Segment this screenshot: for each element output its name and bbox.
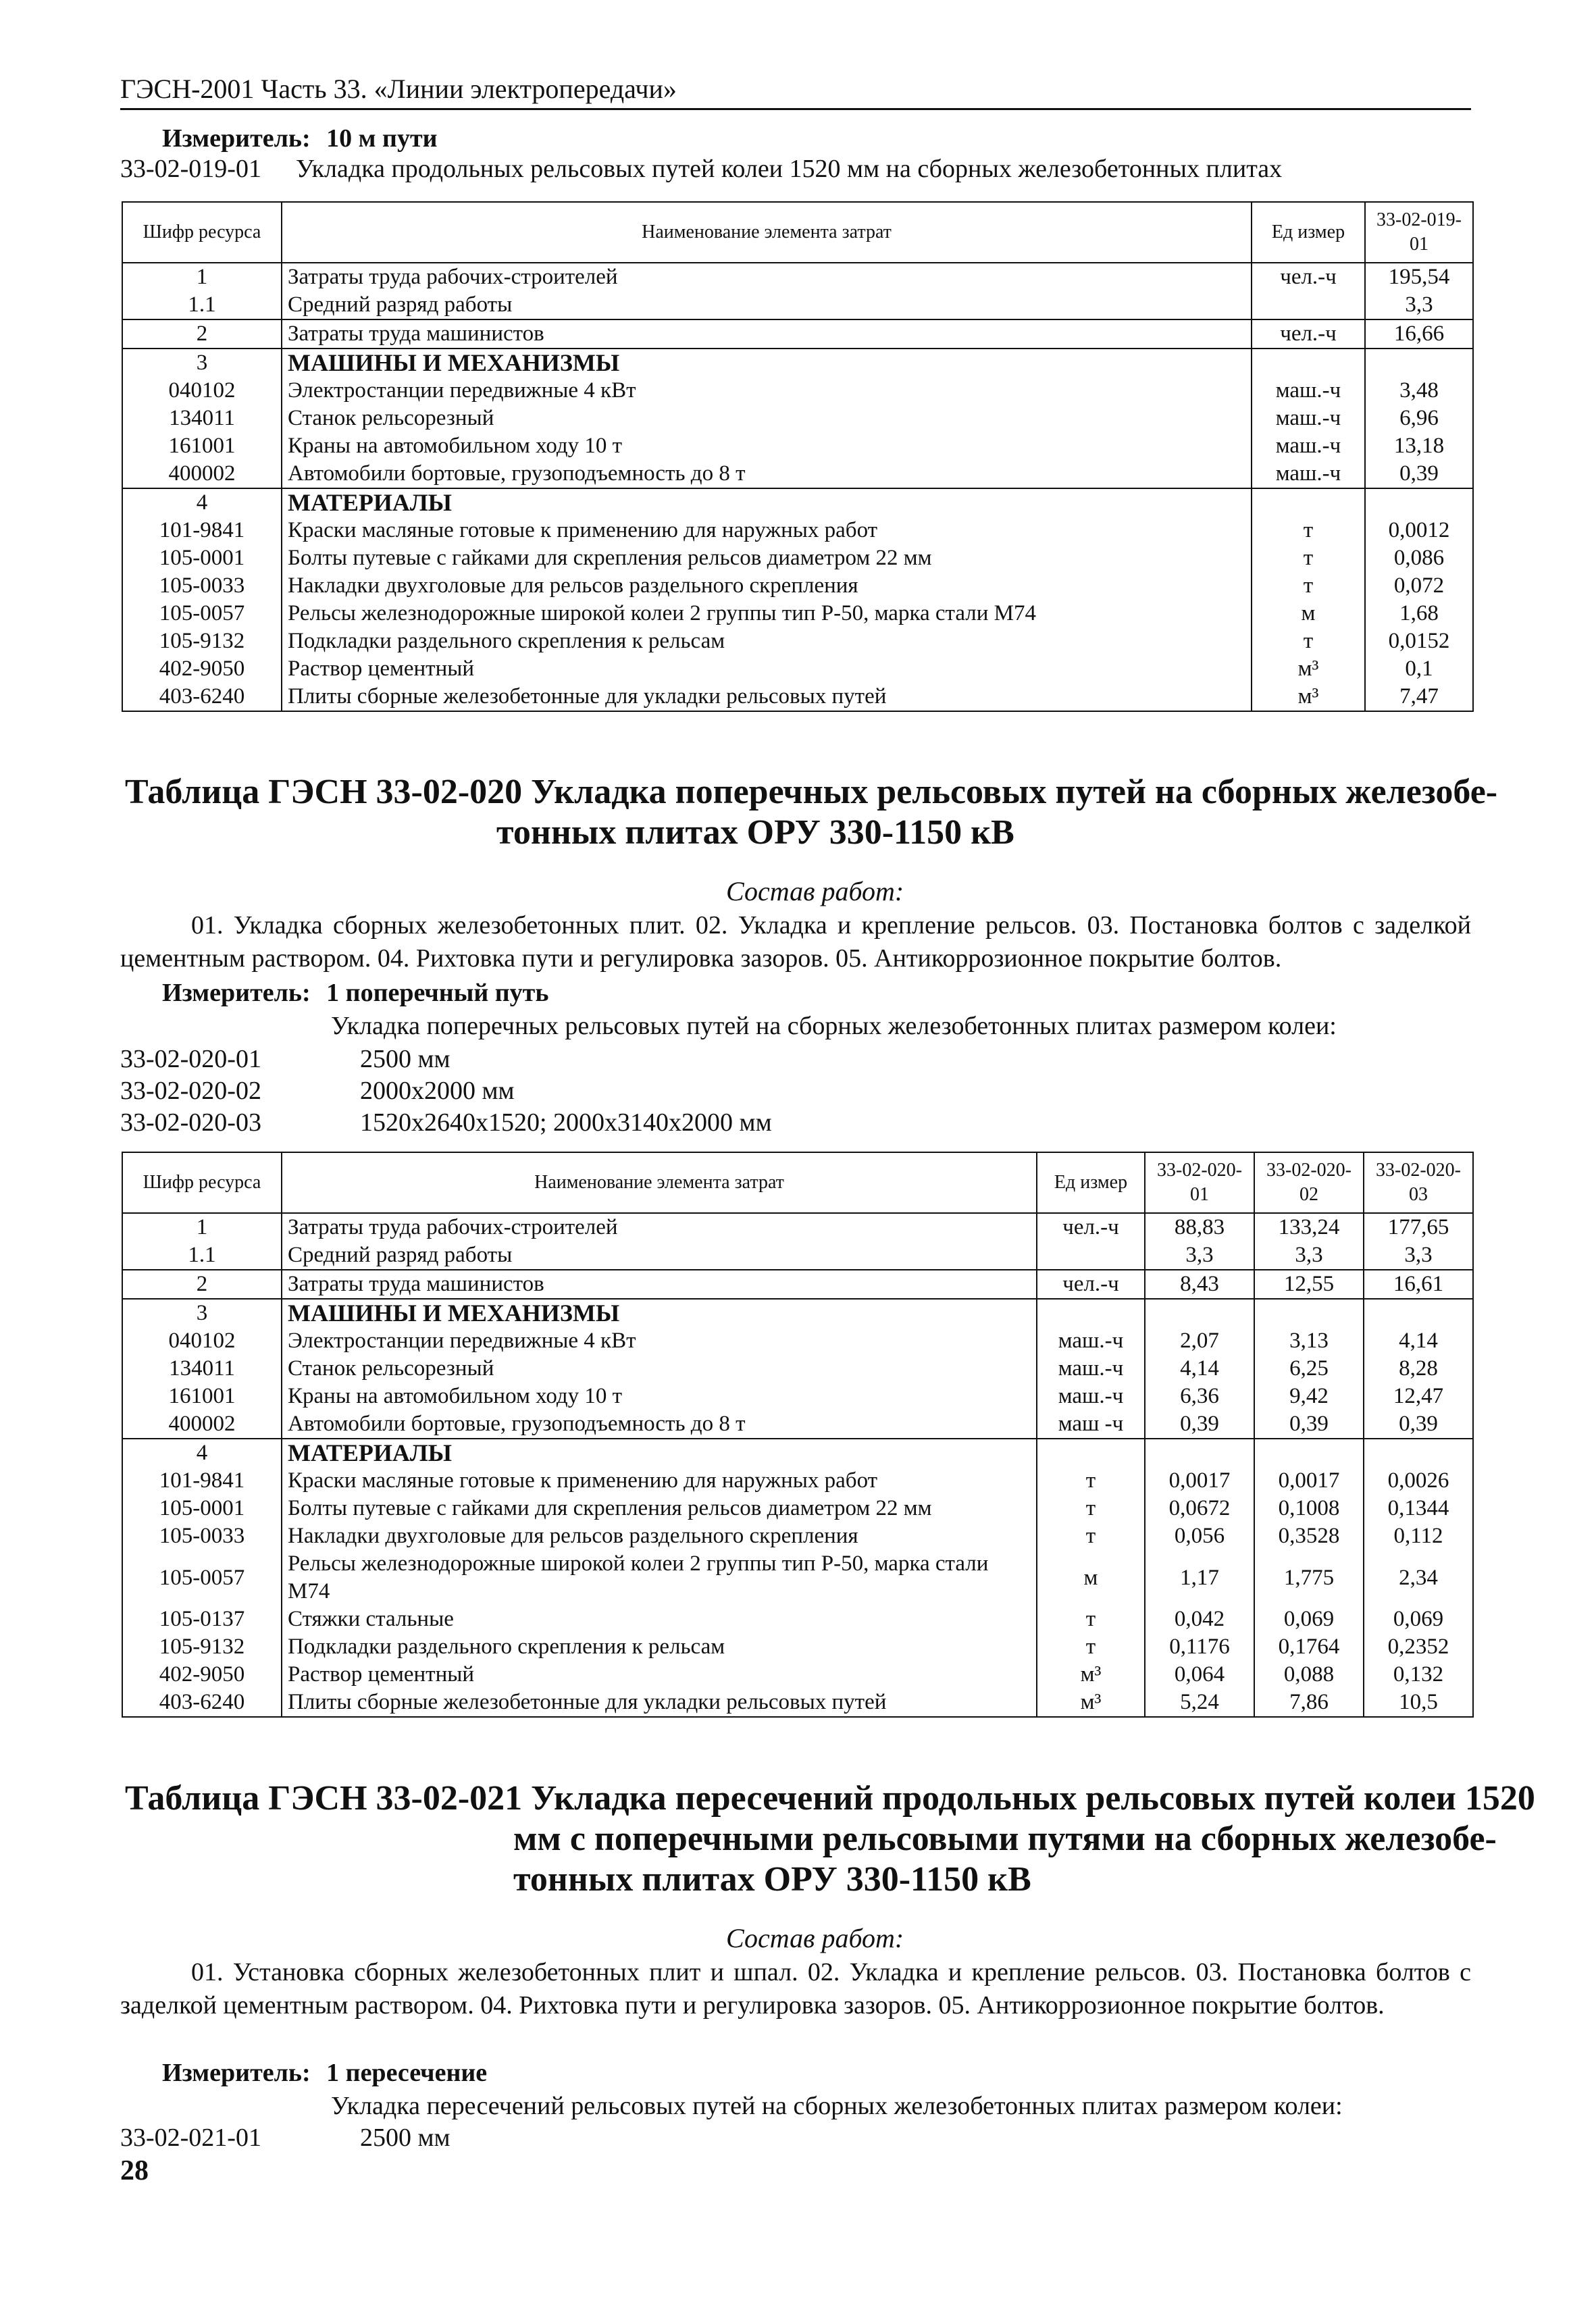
resource-code: 400002 <box>122 1410 282 1439</box>
measure-label: Измеритель: <box>162 2059 311 2087</box>
value-cell-2: 133,24 <box>1254 1213 1364 1241</box>
value-cell-1 <box>1365 349 1473 377</box>
value-cell-3: 0,132 <box>1364 1661 1473 1689</box>
table-row <box>122 655 1473 683</box>
measure-value: 10 м пути <box>326 124 438 153</box>
table-title-021-line3: тонных плитах ОРУ 330-1150 кВ <box>513 1860 1031 1899</box>
norm-table-019 <box>122 201 1474 712</box>
resource-code: 403-6240 <box>122 1689 282 1717</box>
value-cell-1: 0,39 <box>1145 1410 1254 1439</box>
header-unit: Ед измер <box>1037 1152 1145 1213</box>
unit-cell: маш.-ч <box>1252 377 1365 405</box>
value-cell-1: 1,17 <box>1145 1550 1254 1605</box>
unit-cell: м³ <box>1252 683 1365 711</box>
table-row <box>122 1383 1473 1410</box>
unit-cell <box>1252 349 1365 377</box>
value-cell-1: 0,39 <box>1365 460 1473 488</box>
resource-name: Раствор цементный <box>282 655 1252 683</box>
resource-code: 134011 <box>122 405 282 432</box>
resource-name: Средний разряд работы <box>282 291 1252 319</box>
value-cell-3: 8,28 <box>1364 1355 1473 1383</box>
value-cell-3: 3,3 <box>1364 1241 1473 1270</box>
header-col1: 33-02-020-01 <box>1145 1152 1254 1213</box>
resource-name: Станок рельсорезный <box>282 405 1252 432</box>
table-title-021-line2: мм с поперечными рельсовыми путями на сборных железобе- <box>513 1820 1497 1858</box>
value-cell-2: 0,1008 <box>1254 1495 1364 1522</box>
value-cell-1: 195,54 <box>1365 263 1473 291</box>
resource-name: Плиты сборные железобетонные для укладки рельсовых путей <box>282 683 1252 711</box>
unit-cell: м <box>1252 600 1365 627</box>
resource-name: Накладки двухголовые для рельсов раздельного скрепления <box>282 572 1252 600</box>
resource-name: Рельсы железнодорожные широкой колеи 2 группы тип Р-50, марка стали М74 <box>282 600 1252 627</box>
value-cell-1: 0,086 <box>1365 544 1473 572</box>
unit-cell: т <box>1037 1522 1145 1550</box>
unit-cell: м³ <box>1252 655 1365 683</box>
resource-name: Затраты труда машинистов <box>282 1270 1037 1299</box>
value-cell-3 <box>1364 1299 1473 1327</box>
table-row <box>122 1327 1473 1355</box>
value-cell-1: 1,68 <box>1365 600 1473 627</box>
header-col3: 33-02-020-03 <box>1364 1152 1473 1213</box>
value-cell-1: 4,14 <box>1145 1355 1254 1383</box>
value-cell-2: 9,42 <box>1254 1383 1364 1410</box>
resource-name: Накладки двухголовые для рельсов раздельного скрепления <box>282 1522 1037 1550</box>
measure-line-021 <box>162 2058 487 2088</box>
table-row <box>122 1522 1473 1550</box>
value-cell-2: 12,55 <box>1254 1270 1364 1299</box>
unit-cell: м³ <box>1037 1689 1145 1717</box>
resource-code: 1 <box>122 1213 282 1241</box>
unit-cell: маш.-ч <box>1252 460 1365 488</box>
resource-name: Станок рельсорезный <box>282 1355 1037 1383</box>
table-row <box>122 1355 1473 1383</box>
table-row <box>122 263 1473 291</box>
value-cell-3: 4,14 <box>1364 1327 1473 1355</box>
table-title-021-line1: Таблица ГЭСН 33-02-021 Укладка пересечений продольных рельсовых путей колеи 1520 <box>125 1779 1535 1818</box>
value-cell-2 <box>1254 1299 1364 1327</box>
header-rule <box>120 108 1471 110</box>
unit-cell: чел.-ч <box>1252 263 1365 291</box>
resource-code: 402-9050 <box>122 655 282 683</box>
table-row <box>122 1633 1473 1661</box>
value-cell-1: 0,1176 <box>1145 1633 1254 1661</box>
value-cell-1: 3,3 <box>1365 291 1473 319</box>
value-cell-2: 3,13 <box>1254 1327 1364 1355</box>
resource-name: Автомобили бортовые, грузоподъемность до 8 т <box>282 1410 1037 1439</box>
value-cell-2: 7,86 <box>1254 1689 1364 1717</box>
table-title-020-line1: Таблица ГЭСН 33-02-020 Укладка поперечных рельсовых путей на сборных железобе- <box>125 773 1498 811</box>
value-cell-3: 2,34 <box>1364 1550 1473 1605</box>
resource-code: 4 <box>122 1439 282 1467</box>
measure-label: Измеритель: <box>162 979 311 1007</box>
resource-name: Плиты сборные железобетонные для укладки рельсовых путей <box>282 1689 1037 1717</box>
value-cell-1: 88,83 <box>1145 1213 1254 1241</box>
variants-intro-020: Укладка поперечных рельсовых путей на сборных железобетонных плитах размером колеи: <box>331 1012 1337 1040</box>
value-cell-1: 6,36 <box>1145 1383 1254 1410</box>
variant-text: 1520x2640x1520; 2000x3140x2000 мм <box>360 1108 772 1137</box>
value-cell-3: 16,61 <box>1364 1270 1473 1299</box>
value-cell-1: 0,0017 <box>1145 1467 1254 1495</box>
page-number: 28 <box>120 2155 149 2186</box>
measure-value: 1 поперечный путь <box>326 979 549 1007</box>
resource-name: Средний разряд работы <box>282 1241 1037 1270</box>
resource-code: 1.1 <box>122 1241 282 1270</box>
resource-name: Подкладки раздельного скрепления к рельсам <box>282 1633 1037 1661</box>
value-cell-1: 7,47 <box>1365 683 1473 711</box>
unit-cell: чел.-ч <box>1037 1270 1145 1299</box>
header-code: Шифр ресурса <box>122 1152 282 1213</box>
resource-code: 1.1 <box>122 291 282 319</box>
variant-text: 2000x2000 мм <box>360 1077 515 1105</box>
measure-line-020 <box>162 978 548 1008</box>
variant-line-021-01 <box>120 2123 451 2153</box>
value-cell-1: 6,96 <box>1365 405 1473 432</box>
value-cell-1: 16,66 <box>1365 319 1473 349</box>
table-row <box>122 1605 1473 1633</box>
header-col1: 33-02-019-01 <box>1365 202 1473 263</box>
value-cell-1: 13,18 <box>1365 432 1473 460</box>
unit-cell: маш.-ч <box>1252 432 1365 460</box>
resource-name: Электростанции передвижные 4 кВт <box>282 1327 1037 1355</box>
unit-cell: т <box>1252 544 1365 572</box>
value-cell-3 <box>1364 1439 1473 1467</box>
resource-name: Рельсы железнодорожные широкой колеи 2 группы тип Р-50, марка стали М74 <box>282 1550 1037 1605</box>
resource-code: 105-9132 <box>122 1633 282 1661</box>
table-row <box>122 1495 1473 1522</box>
resource-code: 105-0057 <box>122 600 282 627</box>
resource-name: Подкладки раздельного скрепления к рельсам <box>282 627 1252 655</box>
value-cell-1: 0,0012 <box>1365 517 1473 544</box>
resource-code: 4 <box>122 488 282 517</box>
table-row <box>122 1467 1473 1495</box>
norm-table-020 <box>122 1152 1474 1718</box>
resource-code: 161001 <box>122 432 282 460</box>
measure-value: 1 пересечение <box>326 2059 488 2087</box>
value-cell-3: 10,5 <box>1364 1689 1473 1717</box>
unit-cell: м <box>1037 1550 1145 1605</box>
section-heading: МАТЕРИАЛЫ <box>282 1439 1037 1467</box>
resource-name: Болты путевые с гайками для скрепления рельсов диаметром 22 мм <box>282 544 1252 572</box>
value-cell-2: 0,0017 <box>1254 1467 1364 1495</box>
table-row <box>122 405 1473 432</box>
resource-code: 161001 <box>122 1383 282 1410</box>
unit-cell: м³ <box>1037 1661 1145 1689</box>
header-col2: 33-02-020-02 <box>1254 1152 1364 1213</box>
table-row <box>122 1270 1473 1299</box>
table-row <box>122 1689 1473 1717</box>
value-cell-3: 0,112 <box>1364 1522 1473 1550</box>
value-cell-1: 0,064 <box>1145 1661 1254 1689</box>
variant-text: 2500 мм <box>360 2124 451 2152</box>
resource-code: 105-0137 <box>122 1605 282 1633</box>
resource-code: 105-0057 <box>122 1550 282 1605</box>
value-cell-1 <box>1365 488 1473 517</box>
unit-cell: т <box>1037 1467 1145 1495</box>
resource-name: Затраты труда рабочих-строителей <box>282 1213 1037 1241</box>
resource-name: Затраты труда машинистов <box>282 319 1252 349</box>
value-cell-1: 3,3 <box>1145 1241 1254 1270</box>
unit-cell <box>1037 1241 1145 1270</box>
table-row <box>122 488 1473 517</box>
value-cell-3: 0,1344 <box>1364 1495 1473 1522</box>
table-row <box>122 377 1473 405</box>
value-cell-2: 0,1764 <box>1254 1633 1364 1661</box>
unit-cell: маш -ч <box>1037 1410 1145 1439</box>
value-cell-2: 6,25 <box>1254 1355 1364 1383</box>
unit-cell: маш.-ч <box>1037 1327 1145 1355</box>
unit-cell: т <box>1037 1495 1145 1522</box>
resource-code: 105-0033 <box>122 1522 282 1550</box>
section-heading: МАШИНЫ И МЕХАНИЗМЫ <box>282 1299 1037 1327</box>
resource-code: 1 <box>122 263 282 291</box>
resource-code: 402-9050 <box>122 1661 282 1689</box>
value-cell-1: 3,48 <box>1365 377 1473 405</box>
resource-code: 134011 <box>122 1355 282 1383</box>
value-cell-1: 0,1 <box>1365 655 1473 683</box>
table-row <box>122 572 1473 600</box>
value-cell-1: 0,0672 <box>1145 1495 1254 1522</box>
table-header-row <box>122 202 1473 263</box>
measure-line-019 <box>162 124 438 153</box>
table-row <box>122 517 1473 544</box>
variant-code: 33-02-020-02 <box>120 1077 261 1105</box>
composition-title-021: Состав работ: <box>726 1923 904 1953</box>
header-unit: Ед измер <box>1252 202 1365 263</box>
resource-code: 2 <box>122 1270 282 1299</box>
value-cell-1: 0,0152 <box>1365 627 1473 655</box>
unit-cell: маш.-ч <box>1037 1383 1145 1410</box>
resource-code: 403-6240 <box>122 683 282 711</box>
variant-line-020-03 <box>120 1108 772 1137</box>
unit-cell: маш.-ч <box>1037 1355 1145 1383</box>
unit-cell <box>1037 1299 1145 1327</box>
resource-code: 040102 <box>122 377 282 405</box>
table-title-020-line2: тонных плитах ОРУ 330-1150 кВ <box>496 813 1014 852</box>
resource-code: 105-0033 <box>122 572 282 600</box>
section-heading: МАТЕРИАЛЫ <box>282 488 1252 517</box>
table-row <box>122 1241 1473 1270</box>
unit-cell: т <box>1037 1605 1145 1633</box>
value-cell-2: 1,775 <box>1254 1550 1364 1605</box>
table-row <box>122 683 1473 711</box>
value-cell-1: 0,056 <box>1145 1522 1254 1550</box>
table-row <box>122 1439 1473 1467</box>
value-cell-2: 0,39 <box>1254 1410 1364 1439</box>
running-header: ГЭСН-2001 Часть 33. «Линии электропередачи» <box>120 74 677 104</box>
value-cell-1 <box>1145 1439 1254 1467</box>
value-cell-1: 2,07 <box>1145 1327 1254 1355</box>
resource-code: 105-0001 <box>122 1495 282 1522</box>
resource-name: Раствор цементный <box>282 1661 1037 1689</box>
header-code: Шифр ресурса <box>122 202 282 263</box>
resource-name: Электростанции передвижные 4 кВт <box>282 377 1252 405</box>
unit-cell: т <box>1252 627 1365 655</box>
table-row <box>122 432 1473 460</box>
value-cell-2: 0,088 <box>1254 1661 1364 1689</box>
resource-code: 040102 <box>122 1327 282 1355</box>
value-cell-3: 0,069 <box>1364 1605 1473 1633</box>
unit-cell <box>1252 488 1365 517</box>
table-row <box>122 600 1473 627</box>
table-row <box>122 460 1473 488</box>
table-row <box>122 1661 1473 1689</box>
resource-code: 2 <box>122 319 282 349</box>
value-cell-1: 0,072 <box>1365 572 1473 600</box>
header-name: Наименование элемента затрат <box>282 202 1252 263</box>
resource-name: Болты путевые с гайками для скрепления рельсов диаметром 22 мм <box>282 1495 1037 1522</box>
norm-table-019-body <box>122 202 1473 711</box>
unit-cell: чел.-ч <box>1037 1213 1145 1241</box>
composition-title-020: Состав работ: <box>726 876 904 906</box>
value-cell-2 <box>1254 1439 1364 1467</box>
variant-code: 33-02-021-01 <box>120 2124 261 2152</box>
header-name: Наименование элемента затрат <box>282 1152 1037 1213</box>
value-cell-3: 0,0026 <box>1364 1467 1473 1495</box>
value-cell-1: 8,43 <box>1145 1270 1254 1299</box>
table-row <box>122 627 1473 655</box>
table-row <box>122 319 1473 349</box>
resource-name: Краны на автомобильном ходу 10 т <box>282 1383 1037 1410</box>
resource-code: 105-9132 <box>122 627 282 655</box>
norm-table-020-body <box>122 1152 1473 1717</box>
variants-intro-021: Укладка пересечений рельсовых путей на сборных железобетонных плитах размером колеи: <box>331 2092 1343 2120</box>
variant-line-020-02 <box>120 1076 515 1106</box>
resource-code: 101-9841 <box>122 517 282 544</box>
variant-line-020-01 <box>120 1044 451 1074</box>
unit-cell: т <box>1252 572 1365 600</box>
value-cell-3: 12,47 <box>1364 1383 1473 1410</box>
unit-cell: маш.-ч <box>1252 405 1365 432</box>
resource-code: 101-9841 <box>122 1467 282 1495</box>
resource-name: Краски масляные готовые к применению для наружных работ <box>282 517 1252 544</box>
value-cell-3: 177,65 <box>1364 1213 1473 1241</box>
table-row <box>122 291 1473 319</box>
value-cell-1: 5,24 <box>1145 1689 1254 1717</box>
unit-cell: т <box>1252 517 1365 544</box>
unit-cell: т <box>1037 1633 1145 1661</box>
value-cell-3: 0,2352 <box>1364 1633 1473 1661</box>
norm-code: 33-02-019-01 <box>120 155 261 183</box>
unit-cell <box>1037 1439 1145 1467</box>
composition-text-020: 01. Укладка сборных железобетонных плит. 02. Укладка и крепление рельсов. 03. Постановка болтов с заделкой цементным раствором. 04. Рихтовка пути и регулировка зазоров. 05. Антикоррозионное покрытие болтов. <box>120 911 1471 973</box>
value-cell-3: 0,39 <box>1364 1410 1473 1439</box>
composition-text-021: 01. Установка сборных железобетонных плит и шпал. 02. Укладка и крепление рельсов. 03. Постановка болтов с заделкой цементным раствором. 04. Рихтовка пути и регулировка зазоров. 05. Антикоррозионное покрытие болтов. <box>120 1958 1471 2020</box>
table-row <box>122 349 1473 377</box>
table-header-row <box>122 1152 1473 1213</box>
resource-name: Затраты труда рабочих-строителей <box>282 263 1252 291</box>
table-row <box>122 1299 1473 1327</box>
table-row <box>122 1410 1473 1439</box>
variant-text: 2500 мм <box>360 1045 451 1073</box>
resource-name: Стяжки стальные <box>282 1605 1037 1633</box>
value-cell-2: 0,3528 <box>1254 1522 1364 1550</box>
norm-description: Укладка продольных рельсовых путей колеи 1520 мм на сборных железобетонных плитах <box>296 155 1283 183</box>
value-cell-1: 0,042 <box>1145 1605 1254 1633</box>
resource-code: 105-0001 <box>122 544 282 572</box>
resource-name: Краски масляные готовые к применению для наружных работ <box>282 1467 1037 1495</box>
code-line-019 <box>120 154 1283 184</box>
variant-code: 33-02-020-01 <box>120 1045 261 1073</box>
resource-name: Краны на автомобильном ходу 10 т <box>282 432 1252 460</box>
table-row <box>122 1550 1473 1605</box>
unit-cell <box>1252 291 1365 319</box>
variant-code: 33-02-020-03 <box>120 1108 261 1137</box>
value-cell-1 <box>1145 1299 1254 1327</box>
table-row <box>122 544 1473 572</box>
value-cell-2: 0,069 <box>1254 1605 1364 1633</box>
unit-cell: чел.-ч <box>1252 319 1365 349</box>
value-cell-2: 3,3 <box>1254 1241 1364 1270</box>
resource-code: 400002 <box>122 460 282 488</box>
resource-code: 3 <box>122 1299 282 1327</box>
section-heading: МАШИНЫ И МЕХАНИЗМЫ <box>282 349 1252 377</box>
resource-code: 3 <box>122 349 282 377</box>
resource-name: Автомобили бортовые, грузоподъемность до 8 т <box>282 460 1252 488</box>
measure-label: Измеритель: <box>162 124 311 153</box>
table-row <box>122 1213 1473 1241</box>
